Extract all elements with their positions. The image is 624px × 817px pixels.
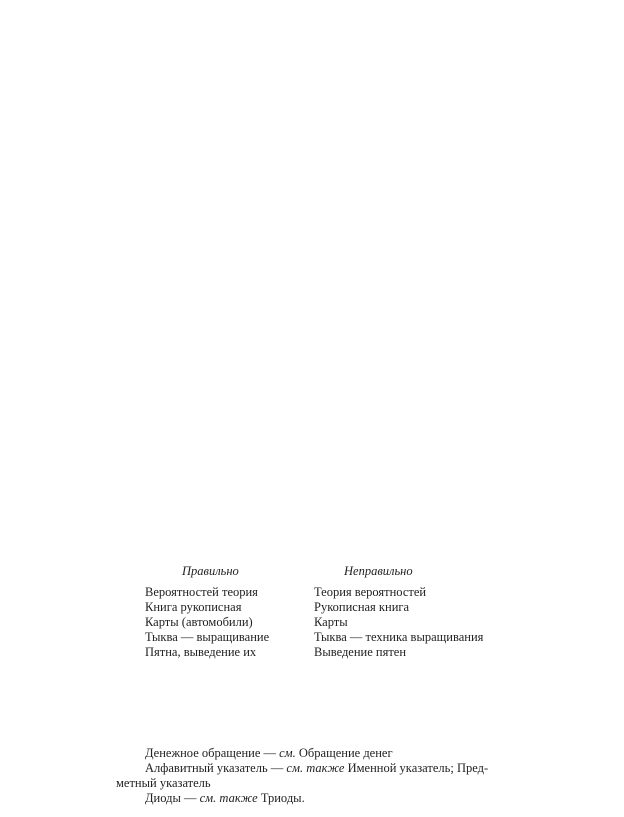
header-correct: Правильно: [182, 564, 239, 578]
reference-heading: Денежное обращение —: [145, 746, 276, 760]
incorrect-item: Карты: [314, 615, 348, 629]
see-also-reference: см. также: [286, 761, 345, 775]
correct-item: Тыква — выращивание: [145, 630, 270, 644]
reference-line: [145, 791, 305, 806]
reference-heading: Диоды —: [145, 791, 197, 805]
correct-item: Книга рукописная: [145, 600, 242, 614]
see-reference: см.: [279, 746, 296, 760]
incorrect-item: Рукописная книга: [314, 600, 410, 614]
reference-heading: Алфавитный указатель —: [145, 761, 284, 775]
correct-column: [145, 585, 269, 660]
reference-target: Обращение денег: [298, 746, 393, 760]
header-incorrect: Неправильно: [344, 564, 413, 578]
incorrect-item: Теория вероятностей: [314, 585, 427, 599]
reference-target: Триоды.: [260, 791, 305, 805]
correct-item: Вероятностей теория: [145, 585, 258, 599]
incorrect-item: Тыква — техника выращивания: [314, 630, 484, 644]
incorrect-item: Выведение пятен: [314, 645, 407, 659]
correct-item: Пятна, выведение их: [145, 645, 257, 659]
incorrect-column: [314, 585, 483, 660]
reference-line: [145, 761, 488, 776]
see-also-reference: см. также: [199, 791, 258, 805]
reference-target: Именной указатель; Пред-: [347, 761, 489, 775]
reference-line-continuation: метный указатель: [116, 776, 211, 790]
correct-item: Карты (автомобили): [145, 615, 253, 629]
reference-line: [145, 746, 393, 761]
